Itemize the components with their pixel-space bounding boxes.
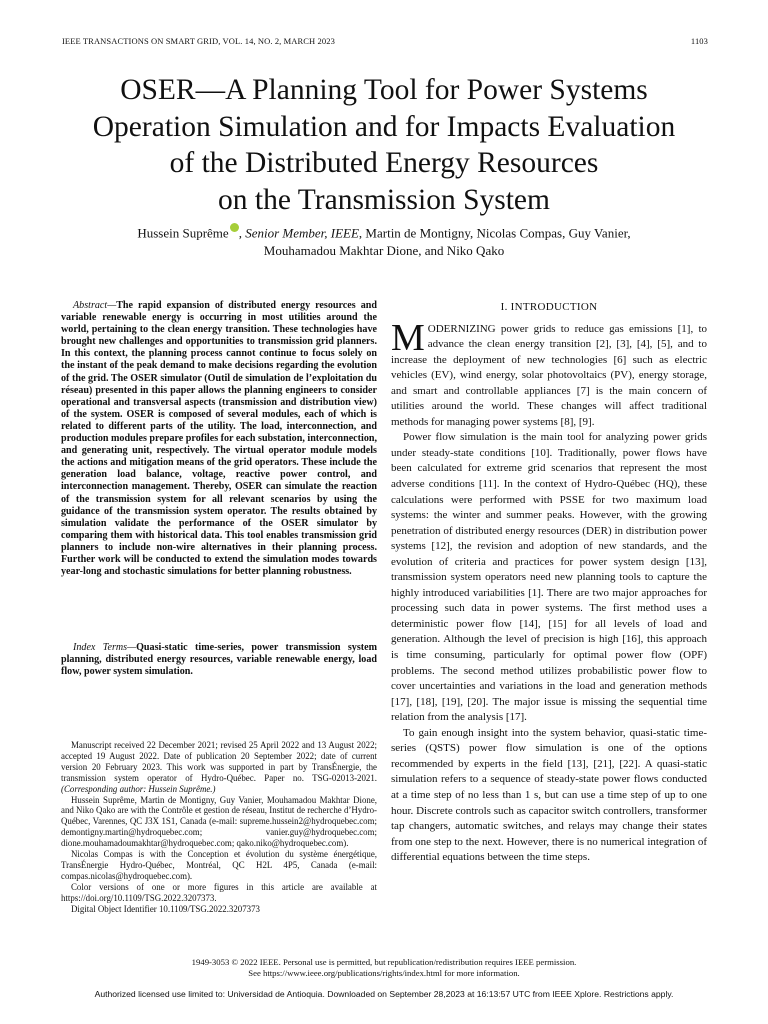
corresponding-author: (Corresponding author: Hussein Suprême.): [61, 783, 216, 794]
author-list: [40, 223, 728, 260]
footnote-received: Manuscript received 22 December 2021; revised 25 April 2022 and 13 August 2022; accepted 19 August 2022. Date of publication 20 September 2022; date of current version 20 February 2023. This work was supported in part by TransÉnergie, the transmission system operator of Hydro-Québec. Paper no. TSG-02013-2021. (Corresponding author: Hussein Suprême.): [61, 740, 377, 794]
paper-title: [40, 72, 728, 218]
footnotes: [61, 740, 377, 915]
footnote-affiliation-2: Nicolas Compas is with the Conception et évolution du système énergétique, TransÉnergie Hydro-Québec, Montréal, QC H2L 4P5, Canada (e-mail: compas.nicolas@hydroquebec.com).: [61, 849, 377, 881]
abstract: [61, 300, 377, 578]
title-line-4: on the Transmission System: [218, 183, 550, 216]
title-line-1: OSER—A Planning Tool for Power Systems: [120, 74, 648, 106]
copyright-line-2[interactable]: See https://www.ieee.org/publications/rights/index.html for more information.: [248, 968, 520, 978]
section-heading: I. INTRODUCTION: [500, 301, 598, 313]
abstract-text: The rapid expansion of distributed energy resources and variable renewable energy is occurring in most utilities around the world, pertaining to the clean energy transition. These technologies have brought new challenges and opportunities to transmission grid planners. In this context, the planning process cannot continue to focus solely on the instant of the peak demand to make decisions regarding the evolution of the grid. The OSER simulator (Outil de simulation de l’exploitation du réseau) presented in this paper allows the planning engineers to consider operational and transversal aspects (transmission and distribution view) of the system. OSER is composed of several modules, each of which is related to different parts of the utility. The load, interconnection, and production modules prepare profiles for each substation, interconnection, and generating unit, respectively. The virtual operator module models the actions and mitigation means of the grid operators. These include the generation load balance, voltage, reactive power control, and interconnection management. Thereby, OSER can simulate the reaction of the transmission system for all relevant scenarios by using the guidance of the transmission system operator. The results obtained by simulation validate the performance of the OSER simulator by comparing them with historical data. This tool enables transmission grid planners to include non-wire alternatives in their planning process. Further work will be conducted to extend the simulation modes towards year-long and stochastic simulations for better planning robustness.: [61, 300, 378, 578]
authors-line2: Mouhamadou Makhtar Dione, and Niko Qako: [263, 243, 505, 259]
running-header: [62, 36, 708, 46]
footnote-affiliation-1: Hussein Suprême, Martin de Montigny, Guy Vanier, Mouhamadou Makhtar Dione, and Niko Qako are with the Contrôle et gestion de réseau, Institut de recherche d’Hydro-Québec, Varennes, QC J3X 1S1, Canada (e-mail: supreme.hussein2@hydroquebec.com; demontigny.martin@hydroquebec.com; vanier.guy@hydroquebec.com; dione.mouhamadoumakhtar@hydroquebec.com; qako.niko@hydroquebec.com).: [61, 794, 377, 849]
first-author: Hussein Suprême: [137, 225, 229, 241]
index-terms: [61, 642, 377, 678]
journal-name: IEEE TRANSACTIONS ON SMART GRID, VOL. 14, NO. 2, MARCH 2023: [62, 36, 335, 46]
page-number: 1103: [690, 36, 708, 46]
footnote-doi: Digital Object Identifier 10.1109/TSG.2022.3207373: [71, 903, 260, 914]
copyright-notice: [40, 957, 728, 979]
drop-cap: M: [391, 316, 425, 359]
index-terms-label: Index Terms—: [73, 642, 137, 653]
license-notice: Authorized licensed use limited to: Universidad de Antioquia. Downloaded on September 28,2023 at 16:13:57 UTC from IEEE Xplore. Restrictions apply.: [94, 989, 674, 999]
first-author-title: , Senior Member, IEEE: [238, 225, 359, 241]
orcid-icon[interactable]: [230, 223, 239, 232]
title-line-2: Operation Simulation and for Impacts Evaluation: [92, 110, 676, 143]
introduction-section: [391, 300, 707, 866]
intro-paragraph-2: Power flow simulation is the main tool for analyzing power grids under steady-state conditions [10]. Traditionally, power flows have been calculated for extreme grid scenarios that represent the most adverse conditions [11]. In the context of Hydro-Québec (HQ), these calculations were performed with PSSE for two maximum load systems: the winter and summer peaks. However, with the growing penetration of distributed energy resources (DER) in distribution power systems [12], the revision and adoption of new standards, and the evolution of criteria and practices for power system design [13], transmission system operators need new planning tools to capture the highly introduced variabilities [1]. There are two major approaches for processing such data in power systems. The first method uses a deterministic power flow [14], [15] for all levels of load and generation. Although the level of precision is high [16], this approach is time consuming, particularly for optimal power flow (OPF) problems. The second method utilizes probabilistic power flow to cover uncertainties and variations in the load and generation methods [17], [18], [19], [20]. The major issue is missing the sequential time relation from the analysis [17].: [391, 431, 707, 724]
intro-paragraph-1: MODERNIZING power grids to reduce gas emissions [1], to advance the clean energy transition [2], [3], [4], [5], and to increase the deployment of new technologies [6] such as electric vehicles (EV), wind energy, solar photovoltaics (PV), energy storage, and smart and controllable appliances [7] is the main concern of utilities around the world. These changes will affect traditional methods for managing power systems [8], [9].: [391, 316, 708, 428]
intro-paragraph-3: To gain enough insight into the system behavior, quasi-static time-series (QSTS) power flow simulation is one of the options recommended by experts in the field [13], [21], [22]. A quasi-static simulation refers to a sequence of steady-state power flows conducted at a time step of no less than 1 s, but can use a time step of up to one hour. Discrete controls such as capacitor switch controllers, transformer tap changers, automatic switches, and relays may change their states from one step to the next. However, there is no numerical integration of differential equations between the time steps.: [391, 726, 707, 864]
footnote-color[interactable]: Color versions of one or more figures in this article are available at https://doi.org/10.1109/TSG.2022.3207373.: [61, 881, 377, 903]
copyright-line-1: 1949-3053 © 2022 IEEE. Personal use is permitted, but republication/redistribution requires IEEE permission.: [191, 957, 577, 967]
title-line-3: of the Distributed Energy Resources: [169, 147, 599, 179]
abstract-label: Abstract—: [73, 300, 117, 311]
authors-line1: , Martin de Montigny, Nicolas Compas, Guy Vanier,: [358, 225, 631, 241]
index-terms-text: Quasi-static time-series, power transmission system planning, distributed energy resources, variable renewable energy, load flow, power system simulation.: [61, 642, 377, 678]
